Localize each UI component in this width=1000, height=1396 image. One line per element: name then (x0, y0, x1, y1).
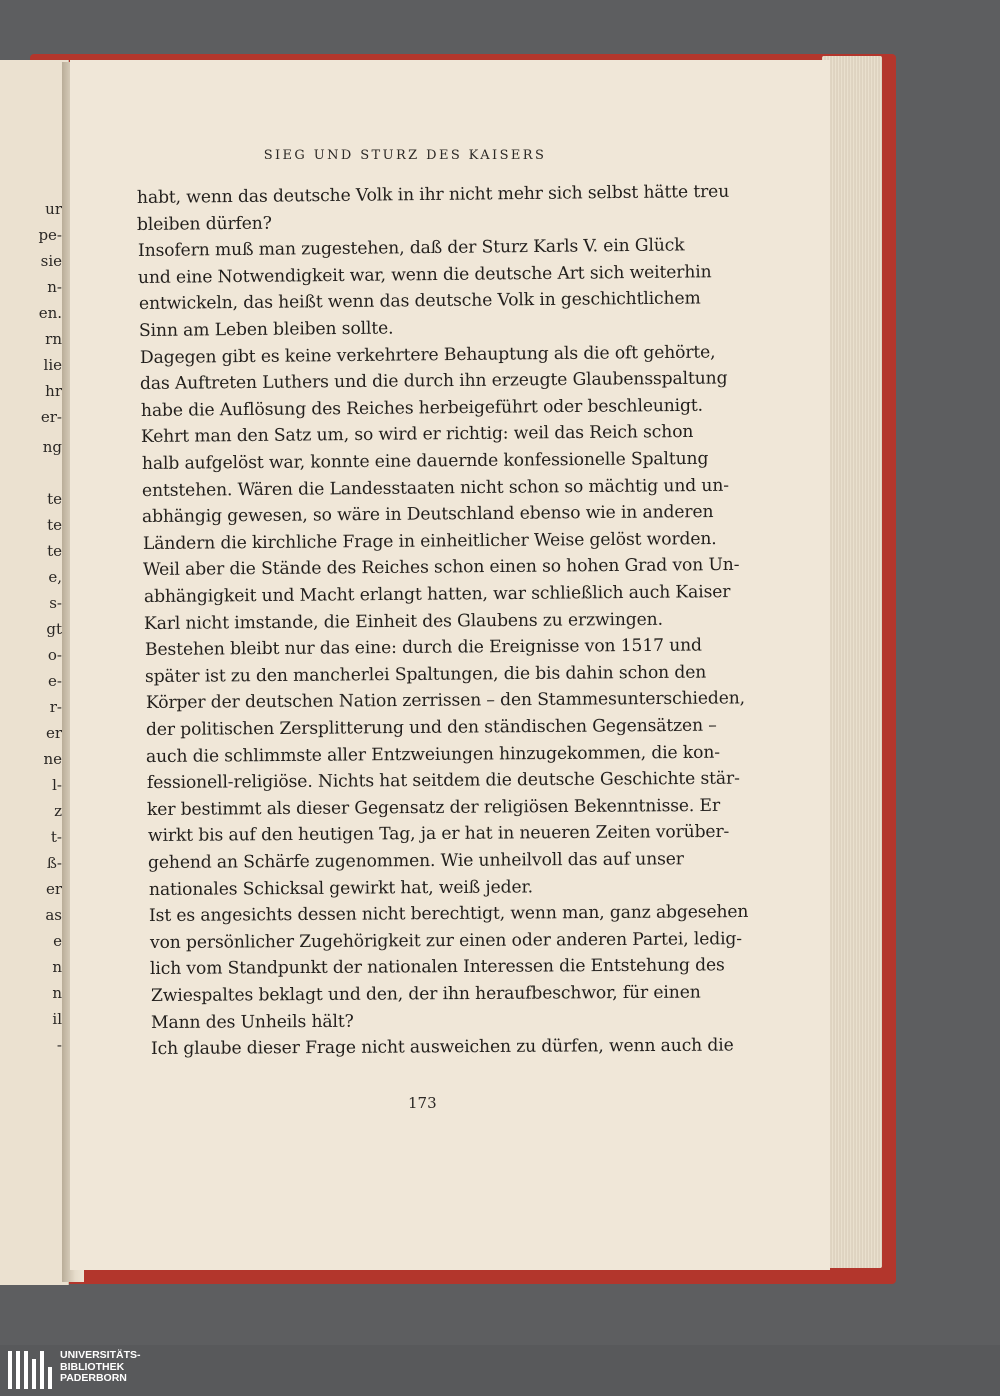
library-logo-icon (6, 1349, 54, 1393)
left-page-fragment: as (45, 906, 62, 924)
left-page-fragment: te (47, 542, 62, 560)
text-line: wirkt bis auf den heutigen Tag, ja er hat in neueren Zeiten vorüber- (147, 822, 729, 847)
text-line: der politischen Zersplitterung und den ständischen Gegensätzen – (145, 715, 717, 740)
text-line: Ich glaube dieser Frage nicht ausweichen zu dürfen, wenn auch die (151, 1035, 735, 1060)
text-line: Insofern muß man zugestehen, daß der Sturz Karls V. ein Glück (137, 235, 685, 262)
left-page-fragment: o- (47, 646, 62, 664)
left-page-fragment: ng (42, 438, 62, 456)
left-page-fragment: ß- (46, 854, 62, 872)
left-page-fragment: rn (45, 330, 62, 348)
left-page-fragment: r- (49, 698, 62, 716)
text-line: ker bestimmt als dieser Gegensatz der religiösen Bekenntnisse. Er (147, 795, 721, 820)
left-page-fragment: ne (43, 750, 62, 768)
page-number: 173 (408, 1094, 437, 1112)
text-line: nationales Schicksal gewirkt hat, weiß jeder. (148, 876, 533, 900)
text-line: Bestehen bleibt nur das eine: durch die Ereignisse von 1517 und (144, 635, 702, 661)
text-line: entwickeln, das heißt wenn das deutsche Volk in geschichtlichem (138, 288, 701, 315)
text-line: später ist zu den mancherlei Spaltungen, die bis dahin schon den (145, 662, 707, 687)
left-page-fragment: hr (45, 382, 62, 400)
left-page-fragment: te (47, 490, 62, 508)
footer-bar (0, 1345, 1000, 1396)
text-line: auch die schlimmste aller Entzweiungen hinzugekommen, die kon- (146, 742, 721, 767)
text-line: Kehrt man den Satz um, so wird er richtig: weil das Reich schon (140, 422, 694, 448)
text-line: Mann des Unheils hält? (150, 1011, 354, 1033)
text-line: halb aufgelöst war, konnte eine dauernde konfessionelle Spaltung (141, 448, 708, 474)
left-page-fragment: il (52, 1010, 62, 1028)
text-line: das Auftreten Luthers und die durch ihn erzeugte Glaubensspaltung (140, 368, 728, 395)
left-page-fragment: sie (40, 252, 62, 270)
left-page-fragment: er- (40, 408, 62, 426)
left-page-fragment: z (54, 802, 62, 820)
left-page-fragment: er (45, 724, 62, 742)
text-line: abhängig gewesen, so wäre in Deutschland ebenso wie in anderen (142, 502, 714, 528)
left-page-fragment: en. (38, 304, 62, 322)
text-line: Karl nicht imstande, die Einheit des Glaubens zu erzwingen. (144, 609, 664, 634)
text-line: gehend an Schärfe zugenommen. Wie unheilvoll das auf unser (148, 849, 685, 873)
text-line: Körper der deutschen Nation zerrissen – den Stammesunterschieden, (145, 688, 745, 714)
text-line: Sinn am Leben bleiben sollte. (139, 318, 394, 341)
left-page-fragment: l- (52, 776, 62, 794)
text-line: Dagegen gibt es keine verkehrtere Behauptung als die oft gehörte, (139, 342, 716, 368)
left-page-fragment: t- (50, 828, 62, 846)
text-line: habt, wenn das deutsche Volk in ihr nicht mehr sich selbst hätte treu (136, 181, 730, 208)
text-line: lich vom Standpunkt der nationalen Interessen die Entstehung des (149, 955, 725, 980)
left-page-fragment: ur (45, 200, 62, 218)
text-line: Weil aber die Stände des Reiches schon einen so hohen Grad von Un- (143, 555, 740, 581)
text-line: Zwiespaltes beklagt und den, der ihn heraufbeschwor, für einen (150, 982, 701, 1006)
left-page-fragment: te (47, 516, 62, 534)
left-page-fragment: er (45, 880, 62, 898)
library-logo-text (60, 1350, 141, 1385)
text-line: entstehen. Wären die Landesstaaten nicht schon so mächtig und un- (141, 475, 729, 501)
text-line: fessionell-religiöse. Nichts hat seitdem die deutsche Geschichte stär- (146, 768, 740, 794)
left-page-fragment: e (53, 932, 62, 950)
text-line: abhängigkeit und Macht erlangt hatten, war schließlich auch Kaiser (143, 582, 731, 607)
left-page-fragment: - (56, 1036, 62, 1054)
left-page-fragment: lie (43, 356, 62, 374)
left-page-fragment: e- (48, 672, 62, 690)
running-head: SIEG UND STURZ DES KAISERS (263, 148, 547, 163)
left-page-fragment: n- (47, 278, 62, 296)
left-page-fragment: gt (46, 620, 62, 638)
left-page-fragment: pe- (38, 226, 62, 244)
left-page-fragment: n (52, 984, 62, 1002)
text-line: von persönlicher Zugehörigkeit zur einen oder anderen Partei, ledig- (149, 928, 742, 953)
text-line: habe die Auflösung des Reiches herbeigeführt oder beschleunigt. (140, 395, 703, 421)
logo-line-1: UNIVERSITÄTS- (60, 1349, 141, 1361)
left-page-fragment: s- (49, 594, 62, 612)
logo-line-2: BIBLIOTHEK (60, 1360, 125, 1373)
text-line: bleiben dürfen? (137, 213, 273, 235)
left-page-fragment: e, (48, 568, 62, 586)
text-line: und eine Notwendigkeit war, wenn die deutsche Art sich weiterhin (138, 262, 712, 288)
text-line: Ist es angesichts dessen nicht berechtigt, wenn man, ganz abgesehen (149, 902, 749, 927)
logo-line-3: PADERBORN (60, 1372, 127, 1384)
text-line: Ländern die kirchliche Frage in einheitlicher Weise gelöst worden. (142, 528, 717, 554)
left-page-fragment: n (52, 958, 62, 976)
